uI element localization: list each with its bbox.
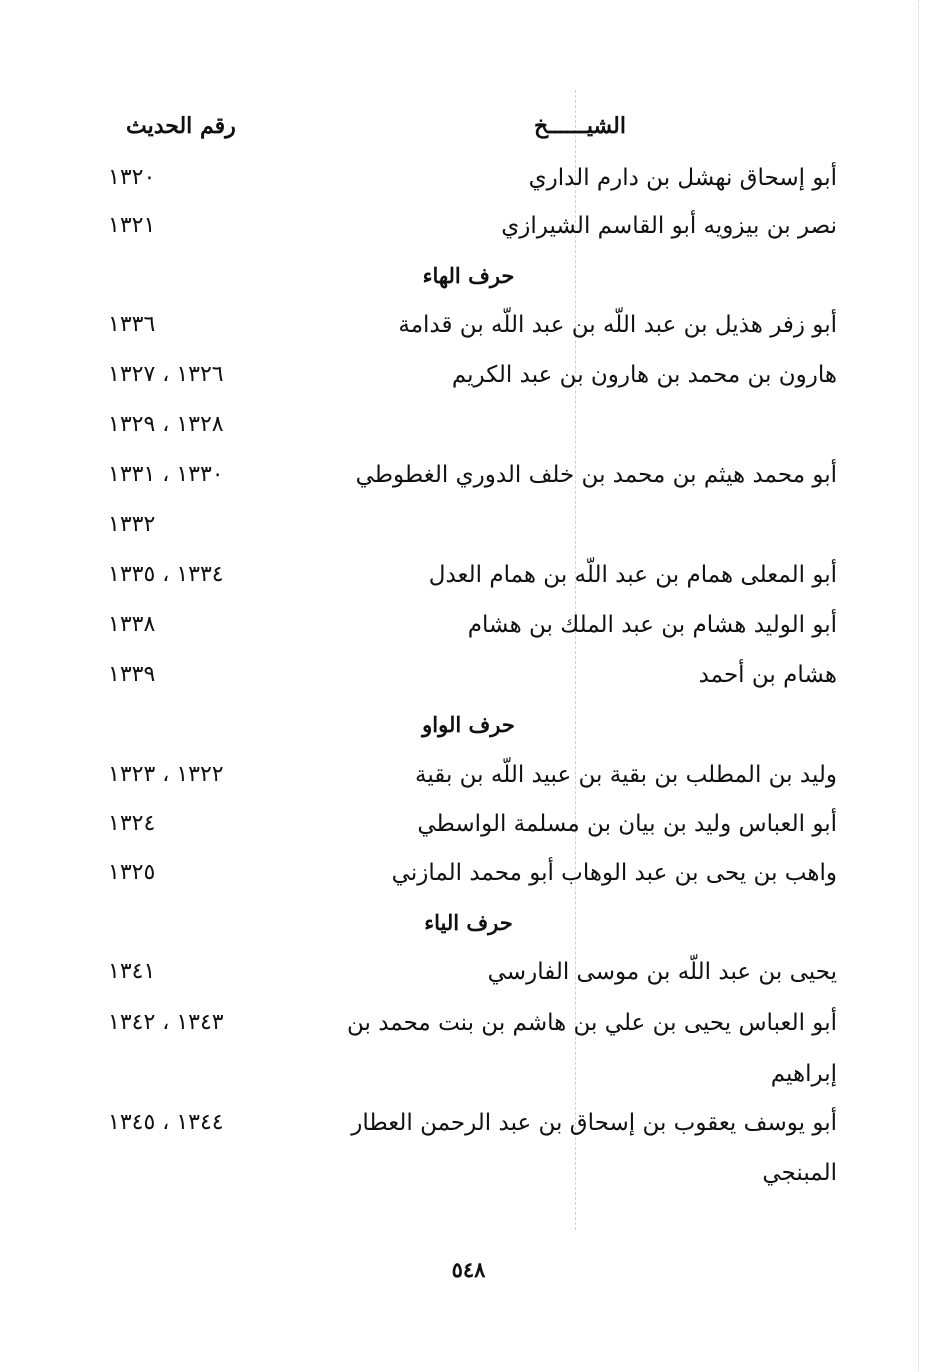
page-number: ٥٤٨ [451,1257,486,1282]
hadith-numbers: ١٣٣٤ ، ١٣٣٥ [108,562,224,587]
sheikh-name: أبو العباس وليد بن بيان بن مسلمة الواسطي [417,811,837,837]
entry-row [100,462,837,502]
entry-row [100,959,837,999]
hadith-numbers: ١٣٢٨ ، ١٣٢٩ [108,412,224,437]
entry-row [100,412,837,452]
hadith-numbers: ١٣٢٦ ، ١٣٢٧ [108,362,224,387]
column-header-sheikh: الشيــــــخ [534,113,626,139]
hadith-numbers: ١٣٢١ [108,213,156,238]
sheikh-name: يحيى بن عبد اللّه بن موسى الفارسي [487,959,837,985]
sheikh-name: وليد بن المطلب بن بقية بن عبيد اللّه بن بقية [415,762,837,788]
hadith-numbers: ١٣٣٢ [108,512,156,537]
hadith-numbers: ١٣٤٤ ، ١٣٤٥ [108,1110,224,1135]
sheikh-name: إبراهيم [770,1061,837,1087]
entry-row [100,662,837,702]
entry-row [100,1110,837,1150]
entry-row [100,562,837,602]
entry-row [100,312,837,352]
entry-row [100,860,837,900]
page-fold-shadow [575,90,576,1230]
sheikh-name: أبو زفر هذيل بن عبد اللّه بن عبد اللّه بن قدامة [398,312,837,338]
hadith-numbers: ١٣٣٠ ، ١٣٣١ [108,462,224,487]
sheikh-name: أبو إسحاق نهشل بن دارم الداري [528,165,837,191]
hadith-numbers: ١٣٤١ [108,959,156,984]
entry-row [100,213,837,253]
entry-row [100,1061,837,1101]
section-heading: حرف الواو [422,712,515,737]
entry-row [100,512,837,552]
column-header-hadith-number: رقم الحديث [126,113,236,139]
sheikh-name: هشام بن أحمد [698,662,837,688]
hadith-numbers: ١٣٢٠ [108,165,156,190]
sheikh-name: نصر بن بيزويه أبو القاسم الشيرازي [501,213,837,239]
sheikh-name: أبو محمد هيثم بن محمد بن خلف الدوري الغطوطي [355,462,837,488]
hadith-numbers: ١٣٣٦ [108,312,156,337]
hadith-numbers: ١٣٢٢ ، ١٣٢٣ [108,762,224,787]
sheikh-name: أبو المعلى همام بن عبد اللّه بن همام العدل [428,562,837,588]
sheikh-name: المبنجي [762,1160,837,1186]
entry-row [100,362,837,402]
page-edge-shadow [918,0,919,1372]
hadith-numbers: ١٣٢٥ [108,860,156,885]
entry-row [100,612,837,652]
entry-row [100,165,837,205]
sheikh-name: أبو يوسف يعقوب بن إسحاق بن عبد الرحمن العطار [351,1110,837,1136]
hadith-numbers: ١٣٣٨ [108,612,156,637]
sheikh-name: هارون بن محمد بن هارون بن عبد الكريم [451,362,837,388]
sheikh-name: أبو الوليد هشام بن عبد الملك بن هشام [467,612,837,638]
hadith-numbers: ١٣٣٩ [108,662,156,687]
entry-row [100,811,837,851]
entry-row [100,1160,837,1200]
section-heading: حرف الياء [424,910,513,935]
sheikh-name: واهب بن يحى بن عبد الوهاب أبو محمد المازني [391,860,837,886]
section-heading: حرف الهاء [422,263,515,288]
hadith-numbers: ١٣٤٣ ، ١٣٤٢ [108,1010,224,1035]
sheikh-name: أبو العباس يحيى بن علي بن هاشم بن بنت محمد بن [347,1010,837,1036]
entry-row [100,762,837,802]
entry-row [100,1010,837,1050]
hadith-numbers: ١٣٢٤ [108,811,156,836]
